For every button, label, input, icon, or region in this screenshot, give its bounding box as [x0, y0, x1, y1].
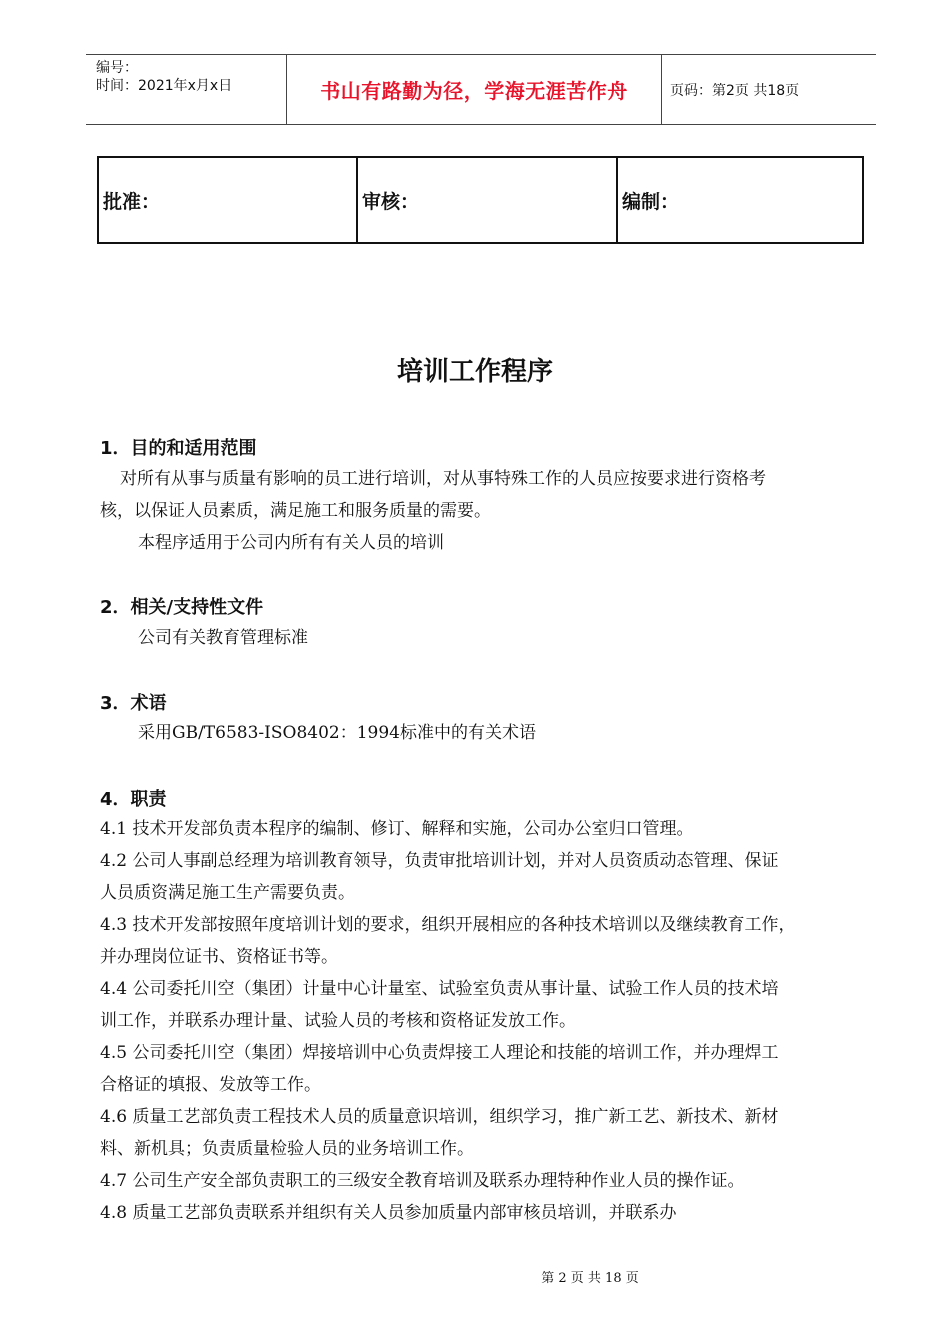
- section-heading-2: 2．相关/支持性文件: [100, 597, 264, 618]
- section-4-line: 4.6 质量工艺部负责工程技术人员的质量意识培训，组织学习，推广新工艺、新技术、新材: [100, 1107, 779, 1127]
- section-4-line: 人员质资满足施工生产需要负责。: [100, 883, 355, 903]
- section-4-line: 训工作，并联系办理计量、试验人员的考核和资格证发放工作。: [100, 1011, 576, 1031]
- section-3-line-1: 采用GB/T6583-ISO8402：1994标准中的有关术语: [138, 723, 536, 743]
- review-cell: 审核：: [358, 158, 618, 242]
- section-4-line: 4.3 技术开发部按照年度培训计划的要求，组织开展相应的各种技术培训以及继续教育工作，: [100, 915, 796, 935]
- section-4-line: 4.1 技术开发部负责本程序的编制、修订、解释和实施，公司办公室归口管理。: [100, 819, 694, 839]
- page-footer: 第 2 页 共 18 页: [541, 1271, 639, 1286]
- header-page-info: 页码：第2页 共18页: [670, 82, 800, 99]
- section-heading-3: 3．术语: [100, 693, 167, 714]
- doc-number-label: 编号：: [96, 60, 138, 76]
- section-1-line-2: 核，以保证人员素质，满足施工和服务质量的需要。: [100, 501, 491, 521]
- doc-time-label: 时间：2021年x月x日: [96, 78, 233, 94]
- document-title: 培训工作程序: [396, 357, 553, 387]
- section-1-line-1: 对所有从事与质量有影响的员工进行培训，对从事特殊工作的人员应按要求进行资格考: [120, 469, 766, 489]
- approval-table: [97, 156, 864, 244]
- approve-cell: 批准：: [99, 158, 358, 242]
- section-4-line: 4.7 公司生产安全部负责职工的三级安全教育培训及联系办理特种作业人员的操作证。: [100, 1171, 745, 1191]
- section-4-line: 4.5 公司委托川空（集团）焊接培训中心负责焊接工人理论和技能的培训工作，并办理焊工: [100, 1043, 779, 1063]
- section-4-line: 合格证的填报、发放等工作。: [100, 1075, 321, 1095]
- compile-cell: 编制：: [622, 190, 680, 213]
- section-1-line-3: 本程序适用于公司内所有有关人员的培训: [138, 533, 444, 553]
- page-header: [86, 54, 876, 125]
- section-2-line-1: 公司有关教育管理标准: [138, 628, 308, 648]
- section-4-line: 料、新机具；负责质量检验人员的业务培训工作。: [100, 1139, 474, 1159]
- section-4-line: 4.4 公司委托川空（集团）计量中心计量室、试验室负责从事计量、试验工作人员的技术培: [100, 979, 779, 999]
- header-meta: [86, 55, 286, 124]
- section-4-line: 4.2 公司人事副总经理为培训教育领导，负责审批培训计划，并对人员资质动态管理、保证: [100, 851, 779, 871]
- section-4-line: 4.8 质量工艺部负责联系并组织有关人员参加质量内部审核员培训，并联系办: [100, 1203, 677, 1223]
- section-4-line: 并办理岗位证书、资格证书等。: [100, 947, 338, 967]
- section-heading-4: 4．职责: [100, 789, 167, 810]
- section-heading-1: 1．目的和适用范围: [100, 438, 257, 459]
- header-motto: 书山有路勤为径，学海无涯苦作舟: [286, 55, 662, 124]
